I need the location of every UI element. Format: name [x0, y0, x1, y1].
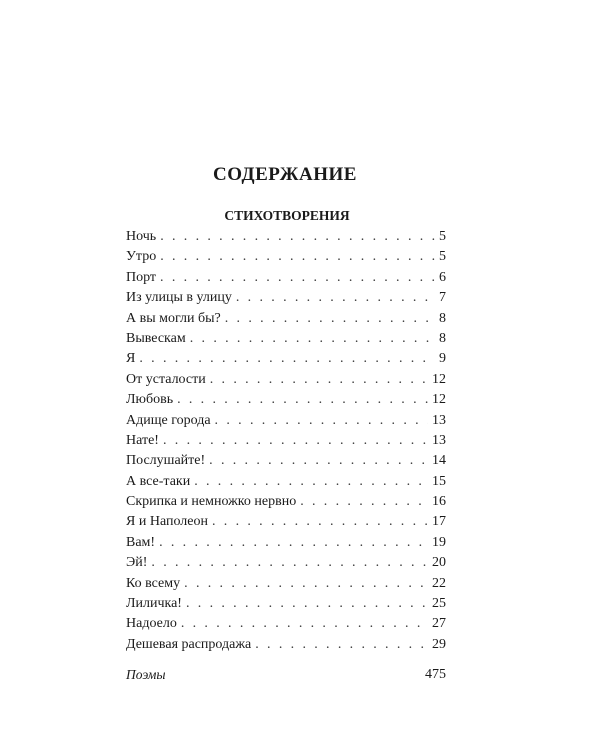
section-heading: СТИХОТВОРЕНИЯ — [224, 208, 350, 223]
toc-entry-title: Я — [126, 351, 136, 367]
toc-entry-title: А вы могли бы? — [126, 310, 221, 326]
dot-leader — [255, 635, 428, 655]
dot-leader — [225, 309, 435, 329]
toc-entry-title: Лиличка! — [126, 596, 182, 612]
toc-entry-title: Ночь — [126, 229, 157, 244]
page-title: СОДЕРЖАНИЕ — [213, 164, 357, 185]
toc-entry-page: 9 — [439, 351, 446, 367]
dot-leader — [163, 431, 428, 451]
toc-entry[interactable] — [126, 533, 446, 553]
toc-entry-page: 13 — [432, 412, 446, 428]
running-title: Поэмы — [126, 667, 166, 682]
dot-leader — [139, 349, 435, 369]
toc-entry-title: Я и Наполеон — [126, 514, 208, 530]
dot-leader — [212, 512, 428, 532]
toc-entry-title: Ко всему — [126, 575, 181, 591]
toc-entry-title: Скрипка и немножко нервно — [126, 494, 297, 510]
toc-entry-title: А все-таки — [126, 473, 191, 489]
dot-leader — [177, 390, 428, 410]
toc-entry[interactable] — [126, 635, 446, 655]
toc-entry-page: 13 — [432, 432, 446, 448]
toc-entry-page: 8 — [439, 310, 446, 326]
toc-entry-title: Адище города — [126, 412, 211, 428]
dot-leader — [160, 247, 435, 267]
toc-entry-title: Вам! — [126, 534, 156, 550]
toc-entry-page: 29 — [432, 636, 446, 652]
dot-leader — [300, 492, 428, 512]
toc-entry-title: От усталости — [126, 371, 206, 387]
toc-entry[interactable] — [126, 247, 446, 267]
toc-entry[interactable] — [126, 492, 446, 512]
toc-entry[interactable] — [126, 390, 446, 410]
toc-entry-page: 12 — [432, 392, 446, 408]
toc-entry-title: Послушайте! — [126, 453, 206, 469]
toc-entry-page: 5 — [439, 229, 446, 244]
toc-entry[interactable] — [126, 614, 446, 634]
dot-leader — [194, 472, 428, 492]
dot-leader — [160, 227, 435, 247]
dot-leader — [186, 594, 428, 614]
dot-leader — [209, 451, 428, 471]
dot-leader — [151, 553, 428, 573]
toc-entry-title: Любовь — [126, 392, 174, 408]
toc-entry[interactable] — [126, 431, 446, 451]
toc-entry-title: Утро — [126, 249, 157, 265]
dot-leader — [160, 268, 435, 288]
toc-entry-title: Нате! — [126, 432, 159, 448]
toc-entry[interactable] — [126, 370, 446, 390]
toc-entry-title: Порт — [126, 269, 157, 285]
toc-entry-page: 5 — [439, 249, 446, 265]
toc-entry[interactable] — [126, 309, 446, 329]
toc-entry[interactable] — [126, 227, 446, 247]
dot-leader — [236, 288, 435, 308]
table-of-contents — [126, 227, 446, 655]
dot-leader — [210, 370, 428, 390]
toc-entry[interactable] — [126, 472, 446, 492]
toc-entry-page: 12 — [432, 371, 446, 387]
dot-leader — [159, 533, 428, 553]
toc-entry-page: 14 — [432, 453, 446, 469]
toc-entry[interactable] — [126, 288, 446, 308]
toc-entry-page: 27 — [432, 616, 446, 632]
toc-entry-page: 22 — [432, 575, 446, 591]
toc-entry-title: Надоело — [126, 616, 177, 632]
toc-entry-title: Дешевая распродажа — [126, 636, 252, 652]
toc-entry[interactable] — [126, 574, 446, 594]
toc-entry[interactable] — [126, 411, 446, 431]
toc-entry[interactable] — [126, 268, 446, 288]
toc-entry[interactable] — [126, 349, 446, 369]
toc-entry-page: 6 — [439, 269, 446, 285]
toc-entry-title: Из улицы в улицу — [126, 290, 232, 306]
toc-entry[interactable] — [126, 512, 446, 532]
dot-leader — [190, 329, 435, 349]
toc-entry-title: Вывескам — [126, 330, 186, 346]
toc-entry[interactable] — [126, 594, 446, 614]
toc-entry-page: 16 — [432, 494, 446, 510]
dot-leader — [181, 614, 428, 634]
toc-entry-page: 25 — [432, 596, 446, 612]
toc-entry-page: 17 — [432, 514, 446, 530]
toc-entry-page: 19 — [432, 534, 446, 550]
page-number: 475 — [425, 667, 446, 682]
dot-leader — [215, 411, 428, 431]
toc-entry-title: Эй! — [126, 555, 148, 571]
toc-entry-page: 15 — [432, 473, 446, 489]
toc-entry[interactable] — [126, 329, 446, 349]
toc-entry-page: 8 — [439, 330, 446, 346]
toc-entry[interactable] — [126, 553, 446, 573]
dot-leader — [184, 574, 428, 594]
toc-entry-page: 7 — [439, 290, 446, 306]
toc-entry-page: 20 — [432, 555, 446, 571]
toc-entry[interactable] — [126, 451, 446, 471]
